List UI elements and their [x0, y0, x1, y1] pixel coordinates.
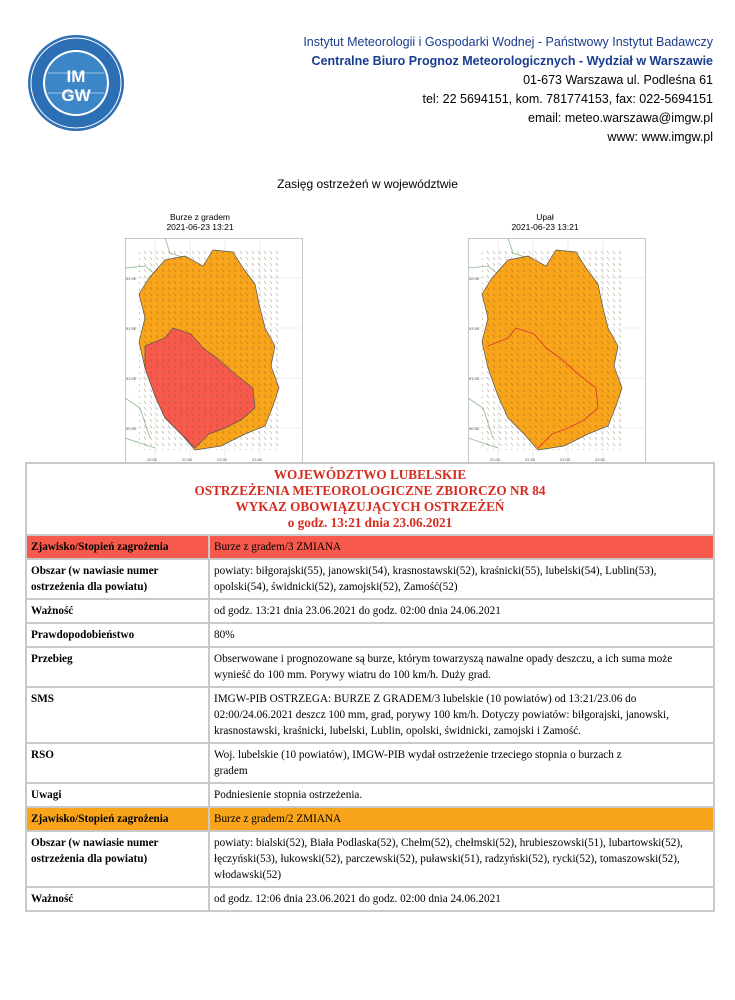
- phenomenon-value: Burze z gradem/2 ZMIANA: [209, 807, 714, 831]
- map1-caption: [130, 212, 270, 232]
- table-row: [26, 559, 714, 599]
- table-row: [26, 783, 714, 807]
- bulletin-number: OSTRZEŻENIA METEOROLOGICZNE ZBIORCZO NR 84: [194, 483, 546, 498]
- svg-text:23.50: 23.50: [252, 457, 263, 462]
- validity-value: od godz. 13:21 dnia 23.06.2021 do godz. 02:00 dnia 24.06.2021: [209, 599, 714, 623]
- map2-caption: [475, 212, 615, 232]
- table-row: [26, 807, 714, 831]
- address: 01-673 Warszawa ul. Podleśna 61: [523, 73, 713, 87]
- field-label: Obszar (w nawiasie numer ostrzeżenia dla powiatu): [26, 559, 209, 599]
- table-row: [26, 535, 714, 559]
- table-row: [26, 647, 714, 687]
- phone: tel: 22 5694151, kom. 781774153, fax: 022-5694151: [422, 92, 713, 106]
- imgw-logo: [26, 33, 126, 133]
- office-name: Centralne Biuro Prognoz Meteorologicznych - Wydział w Warszawie: [311, 54, 713, 68]
- probability-value: 80%: [209, 623, 714, 647]
- field-label: SMS: [26, 687, 209, 743]
- svg-text:23.50: 23.50: [595, 457, 606, 462]
- table-row: [26, 887, 714, 911]
- map2-date: 2021-06-23 13:21: [511, 222, 579, 232]
- institute-header: [303, 33, 713, 147]
- svg-text:50.5E: 50.5E: [469, 426, 480, 431]
- svg-text:22.50: 22.50: [182, 457, 193, 462]
- svg-text:22.50: 22.50: [525, 457, 536, 462]
- remarks-value: Podniesienie stopnia ostrzeżenia.: [209, 783, 714, 807]
- phenomenon-value: Burze z gradem/3 ZMIANA: [209, 535, 714, 559]
- field-label: Zjawisko/Stopień zagrożenia: [26, 807, 209, 831]
- svg-text:22.00: 22.00: [147, 457, 158, 462]
- rso-value: Woj. lubelskie (10 powiatów), IMGW-PIB wydał ostrzeżenie trzeciego stopnia o burzach z gradem: [209, 743, 714, 783]
- field-label: RSO: [26, 743, 209, 783]
- table-row: [26, 687, 714, 743]
- table-row: [26, 599, 714, 623]
- issue-time: o godz. 13:21 dnia 23.06.2021: [287, 515, 453, 530]
- svg-text:52.0E: 52.0E: [469, 276, 480, 281]
- svg-text:GW: GW: [61, 86, 91, 105]
- email: email: meteo.warszawa@imgw.pl: [528, 111, 713, 125]
- map1-title: Burze z gradem: [170, 212, 230, 222]
- area-value: powiaty: bialski(52), Biała Podlaska(52), Chełm(52), chełmski(52), hrubieszowski(51), lubartowski(52), łęczyński(53), łukowski(52), parczewski(52), puławski(51), radzyński(52), rycki(52), tomaszowski(52), włodawski(52): [209, 831, 714, 887]
- field-label: Ważność: [26, 599, 209, 623]
- voivodeship: WOJEWÓDZTWO LUBELSKIE: [273, 467, 467, 482]
- map-burze-z-gradem: [125, 238, 303, 464]
- website: www: www.imgw.pl: [607, 130, 713, 144]
- svg-text:51.5E: 51.5E: [126, 326, 137, 331]
- svg-text:IM: IM: [66, 67, 86, 86]
- field-label: Ważność: [26, 887, 209, 911]
- map2-title: Upał: [536, 212, 554, 222]
- institute-name: Instytut Meteorologii i Gospodarki Wodnej - Państwowy Instytut Badawczy: [303, 35, 713, 49]
- map-upal: [468, 238, 646, 464]
- map1-date: 2021-06-23 13:21: [166, 222, 234, 232]
- svg-text:22.00: 22.00: [490, 457, 501, 462]
- table-header: [26, 463, 714, 535]
- field-label: Obszar (w nawiasie numer ostrzeżenia dla powiatu): [26, 831, 209, 887]
- field-label: Uwagi: [26, 783, 209, 807]
- svg-text:51.0E: 51.0E: [469, 376, 480, 381]
- sms-value: IMGW-PIB OSTRZEGA: BURZE Z GRADEM/3 lubelskie (10 powiatów) od 13:21/23.06 do 02:00/24.06.2021 deszcz 100 mm, grad, porywy 100 km/h. Dotyczy powiatów: biłgorajski, janowski, krasnostawski, kraśnicki, lubelski, Lublin, opolski, świdnicki, zamojski i Zamość.: [209, 687, 714, 743]
- list-title: WYKAZ OBOWIĄZUJĄCYCH OSTRZEŻEŃ: [235, 499, 505, 514]
- svg-text:51.0E: 51.0E: [126, 376, 137, 381]
- field-label: Przebieg: [26, 647, 209, 687]
- validity-value: od godz. 12:06 dnia 23.06.2021 do godz. 02:00 dnia 24.06.2021: [209, 887, 714, 911]
- warnings-table: [25, 462, 715, 912]
- svg-text:52.0E: 52.0E: [126, 276, 137, 281]
- field-label: Prawdopodobieństwo: [26, 623, 209, 647]
- area-value: powiaty: biłgorajski(55), janowski(54), krasnostawski(52), kraśnicki(55), lubelski(54), Lublin(53), opolski(54), świdnicki(52), zamojski(52), Zamość(52): [209, 559, 714, 599]
- field-label: Zjawisko/Stopień zagrożenia: [26, 535, 209, 559]
- svg-text:23.00: 23.00: [217, 457, 228, 462]
- page-title: Zasięg ostrzeżeń w województwie: [277, 177, 458, 191]
- svg-text:50.5E: 50.5E: [126, 426, 137, 431]
- table-row: [26, 831, 714, 887]
- svg-text:23.00: 23.00: [560, 457, 571, 462]
- table-row: [26, 743, 714, 783]
- table-row: [26, 623, 714, 647]
- course-value: Obserwowane i prognozowane są burze, którym towarzyszą nawalne opady deszczu, a ich suma może wynieść do 100 mm. Porywy wiatru do 100 km/h. Duży grad.: [209, 647, 714, 687]
- svg-text:51.5E: 51.5E: [469, 326, 480, 331]
